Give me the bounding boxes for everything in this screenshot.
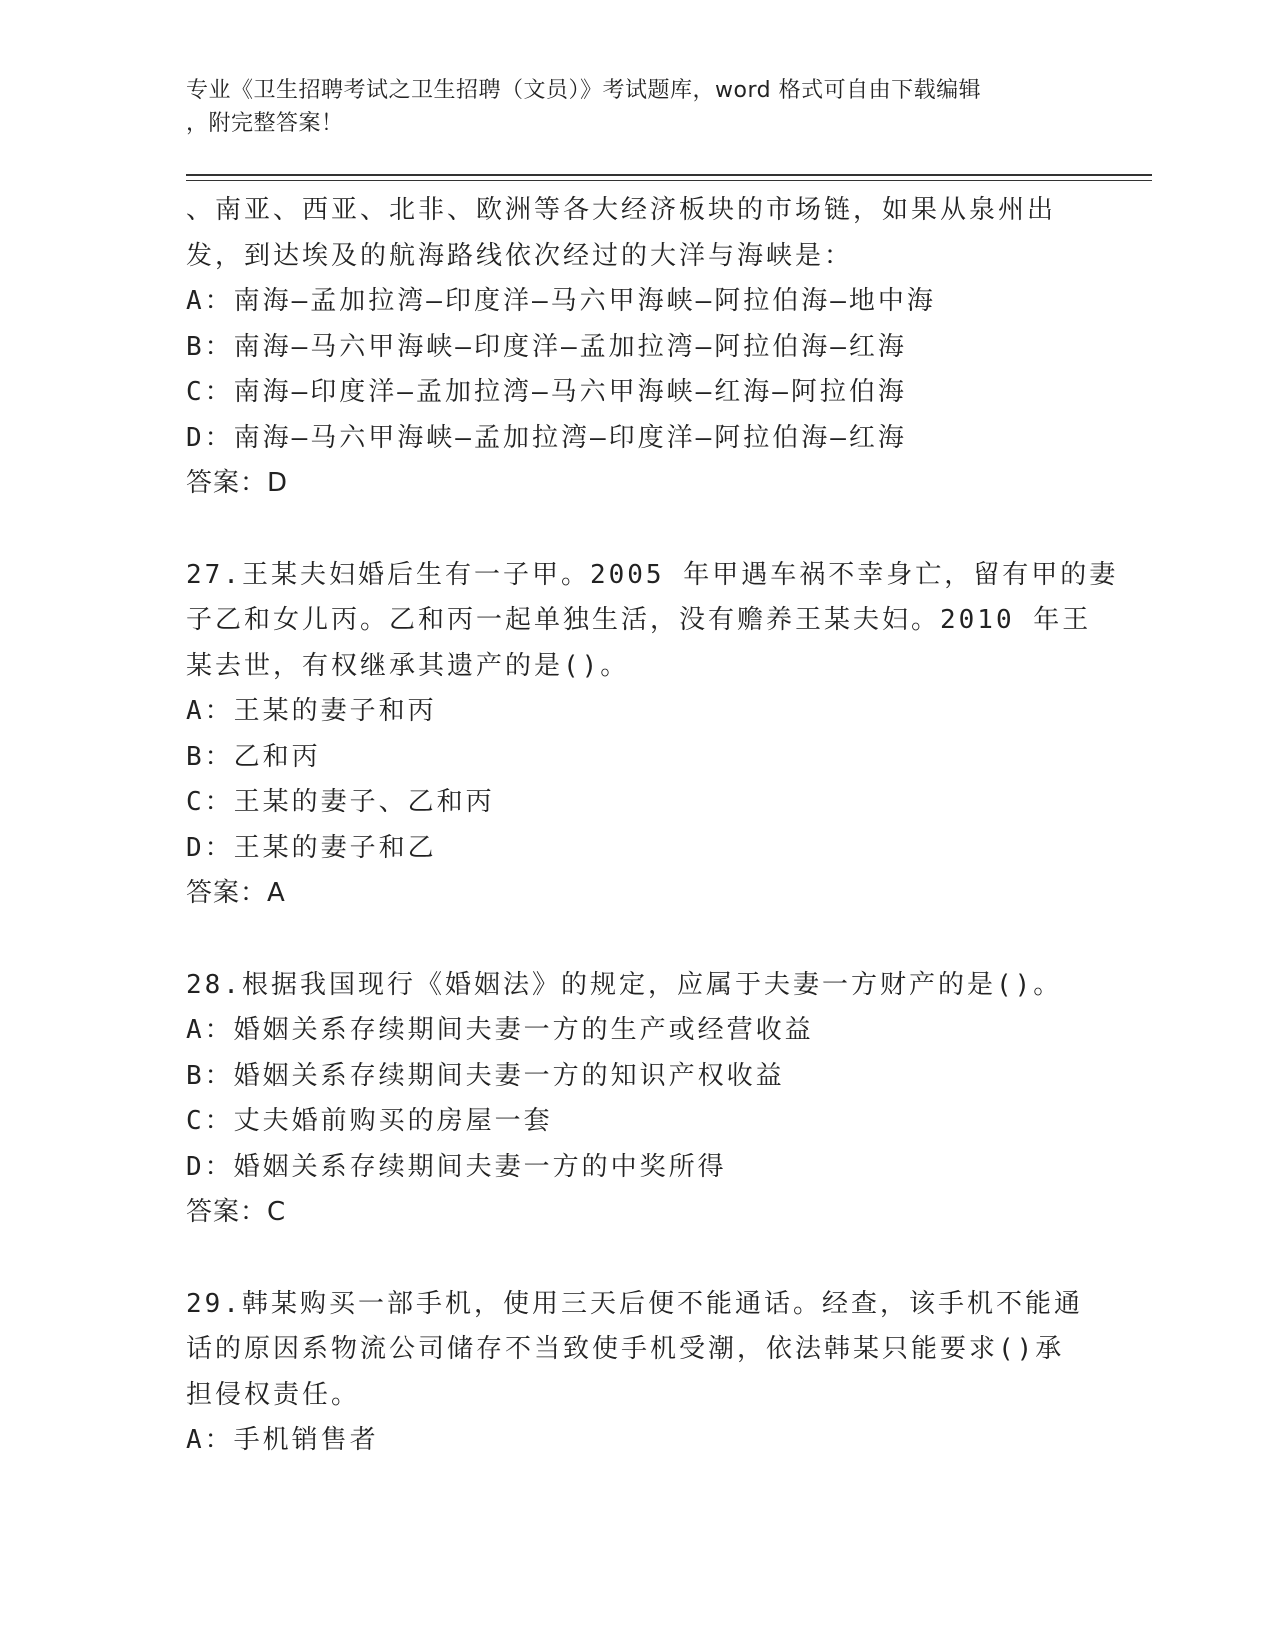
answer-line: 答案：D xyxy=(186,468,289,498)
option-b: B：乙和丙 xyxy=(186,741,321,772)
header-rule-thick xyxy=(186,174,1152,176)
question-28 xyxy=(186,963,1086,1236)
option-b: B：婚姻关系存续期间夫妻一方的知识产权收益 xyxy=(186,1060,785,1091)
question-text-line: 29.韩某购买一部手机，使用三天后便不能通话。经查，该手机不能通 xyxy=(186,1288,1083,1319)
question-text-line: 28.根据我国现行《婚姻法》的规定，应属于夫妻一方财产的是()。 xyxy=(186,969,1063,1000)
header-line-1: 专业《卫生招聘考试之卫生招聘（文员）》考试题库，word 格式可自由下载编辑 xyxy=(186,78,982,103)
option-a: A：王某的妻子和丙 xyxy=(186,696,437,726)
answer-line: 答案：C xyxy=(186,1197,287,1227)
question-text-line: 担侵权责任。 xyxy=(186,1379,361,1410)
option-b: B：南海—马六甲海峡—印度洋—孟加拉湾—阿拉伯海—红海 xyxy=(186,331,907,362)
header-line-2: ，附完整答案！ xyxy=(186,111,344,136)
question-spacer xyxy=(186,1236,1086,1282)
header-rule-thin xyxy=(186,180,1152,181)
question-text-line: 发，到达埃及的航海路线依次经过的大洋与海峡是： xyxy=(186,240,854,271)
option-a: A：南海—孟加拉湾—印度洋—马六甲海峡—阿拉伯海—地中海 xyxy=(186,286,936,316)
option-d: D：婚姻关系存续期间夫妻一方的中奖所得 xyxy=(186,1151,727,1182)
answer-line: 答案：A xyxy=(186,878,286,908)
document-header xyxy=(186,74,1086,140)
question-text-line: 子乙和女儿丙。乙和丙一起单独生活，没有赡养王某夫妇。2010 年王 xyxy=(186,605,1092,635)
question-26 xyxy=(186,188,1086,507)
question-spacer xyxy=(186,507,1086,553)
question-text-line: 、南亚、西亚、北非、欧洲等各大经济板块的市场链，如果从泉州出 xyxy=(186,195,1057,225)
option-a: A：手机销售者 xyxy=(186,1425,379,1455)
option-c: C：王某的妻子、乙和丙 xyxy=(186,787,495,817)
option-d: D：王某的妻子和乙 xyxy=(186,832,437,863)
option-c: C：丈夫婚前购买的房屋一套 xyxy=(186,1106,553,1136)
question-27 xyxy=(186,553,1119,917)
option-a: A：婚姻关系存续期间夫妻一方的生产或经营收益 xyxy=(186,1015,814,1045)
question-29 xyxy=(186,1282,1086,1464)
option-d: D：南海—马六甲海峡—孟加拉湾—印度洋—阿拉伯海—红海 xyxy=(186,422,907,453)
option-c: C：南海—印度洋—孟加拉湾—马六甲海峡—红海—阿拉伯海 xyxy=(186,377,907,407)
question-content xyxy=(186,188,1119,1464)
question-text-line: 话的原因系物流公司储存不当致使手机受潮，依法韩某只能要求()承 xyxy=(186,1334,1065,1364)
question-text-line: 某去世，有权继承其遗产的是()。 xyxy=(186,650,630,681)
question-spacer xyxy=(186,917,1086,963)
question-text-line: 27.王某夫妇婚后生有一子甲。2005 年甲遇车祸不幸身亡，留有甲的妻 xyxy=(186,559,1119,590)
